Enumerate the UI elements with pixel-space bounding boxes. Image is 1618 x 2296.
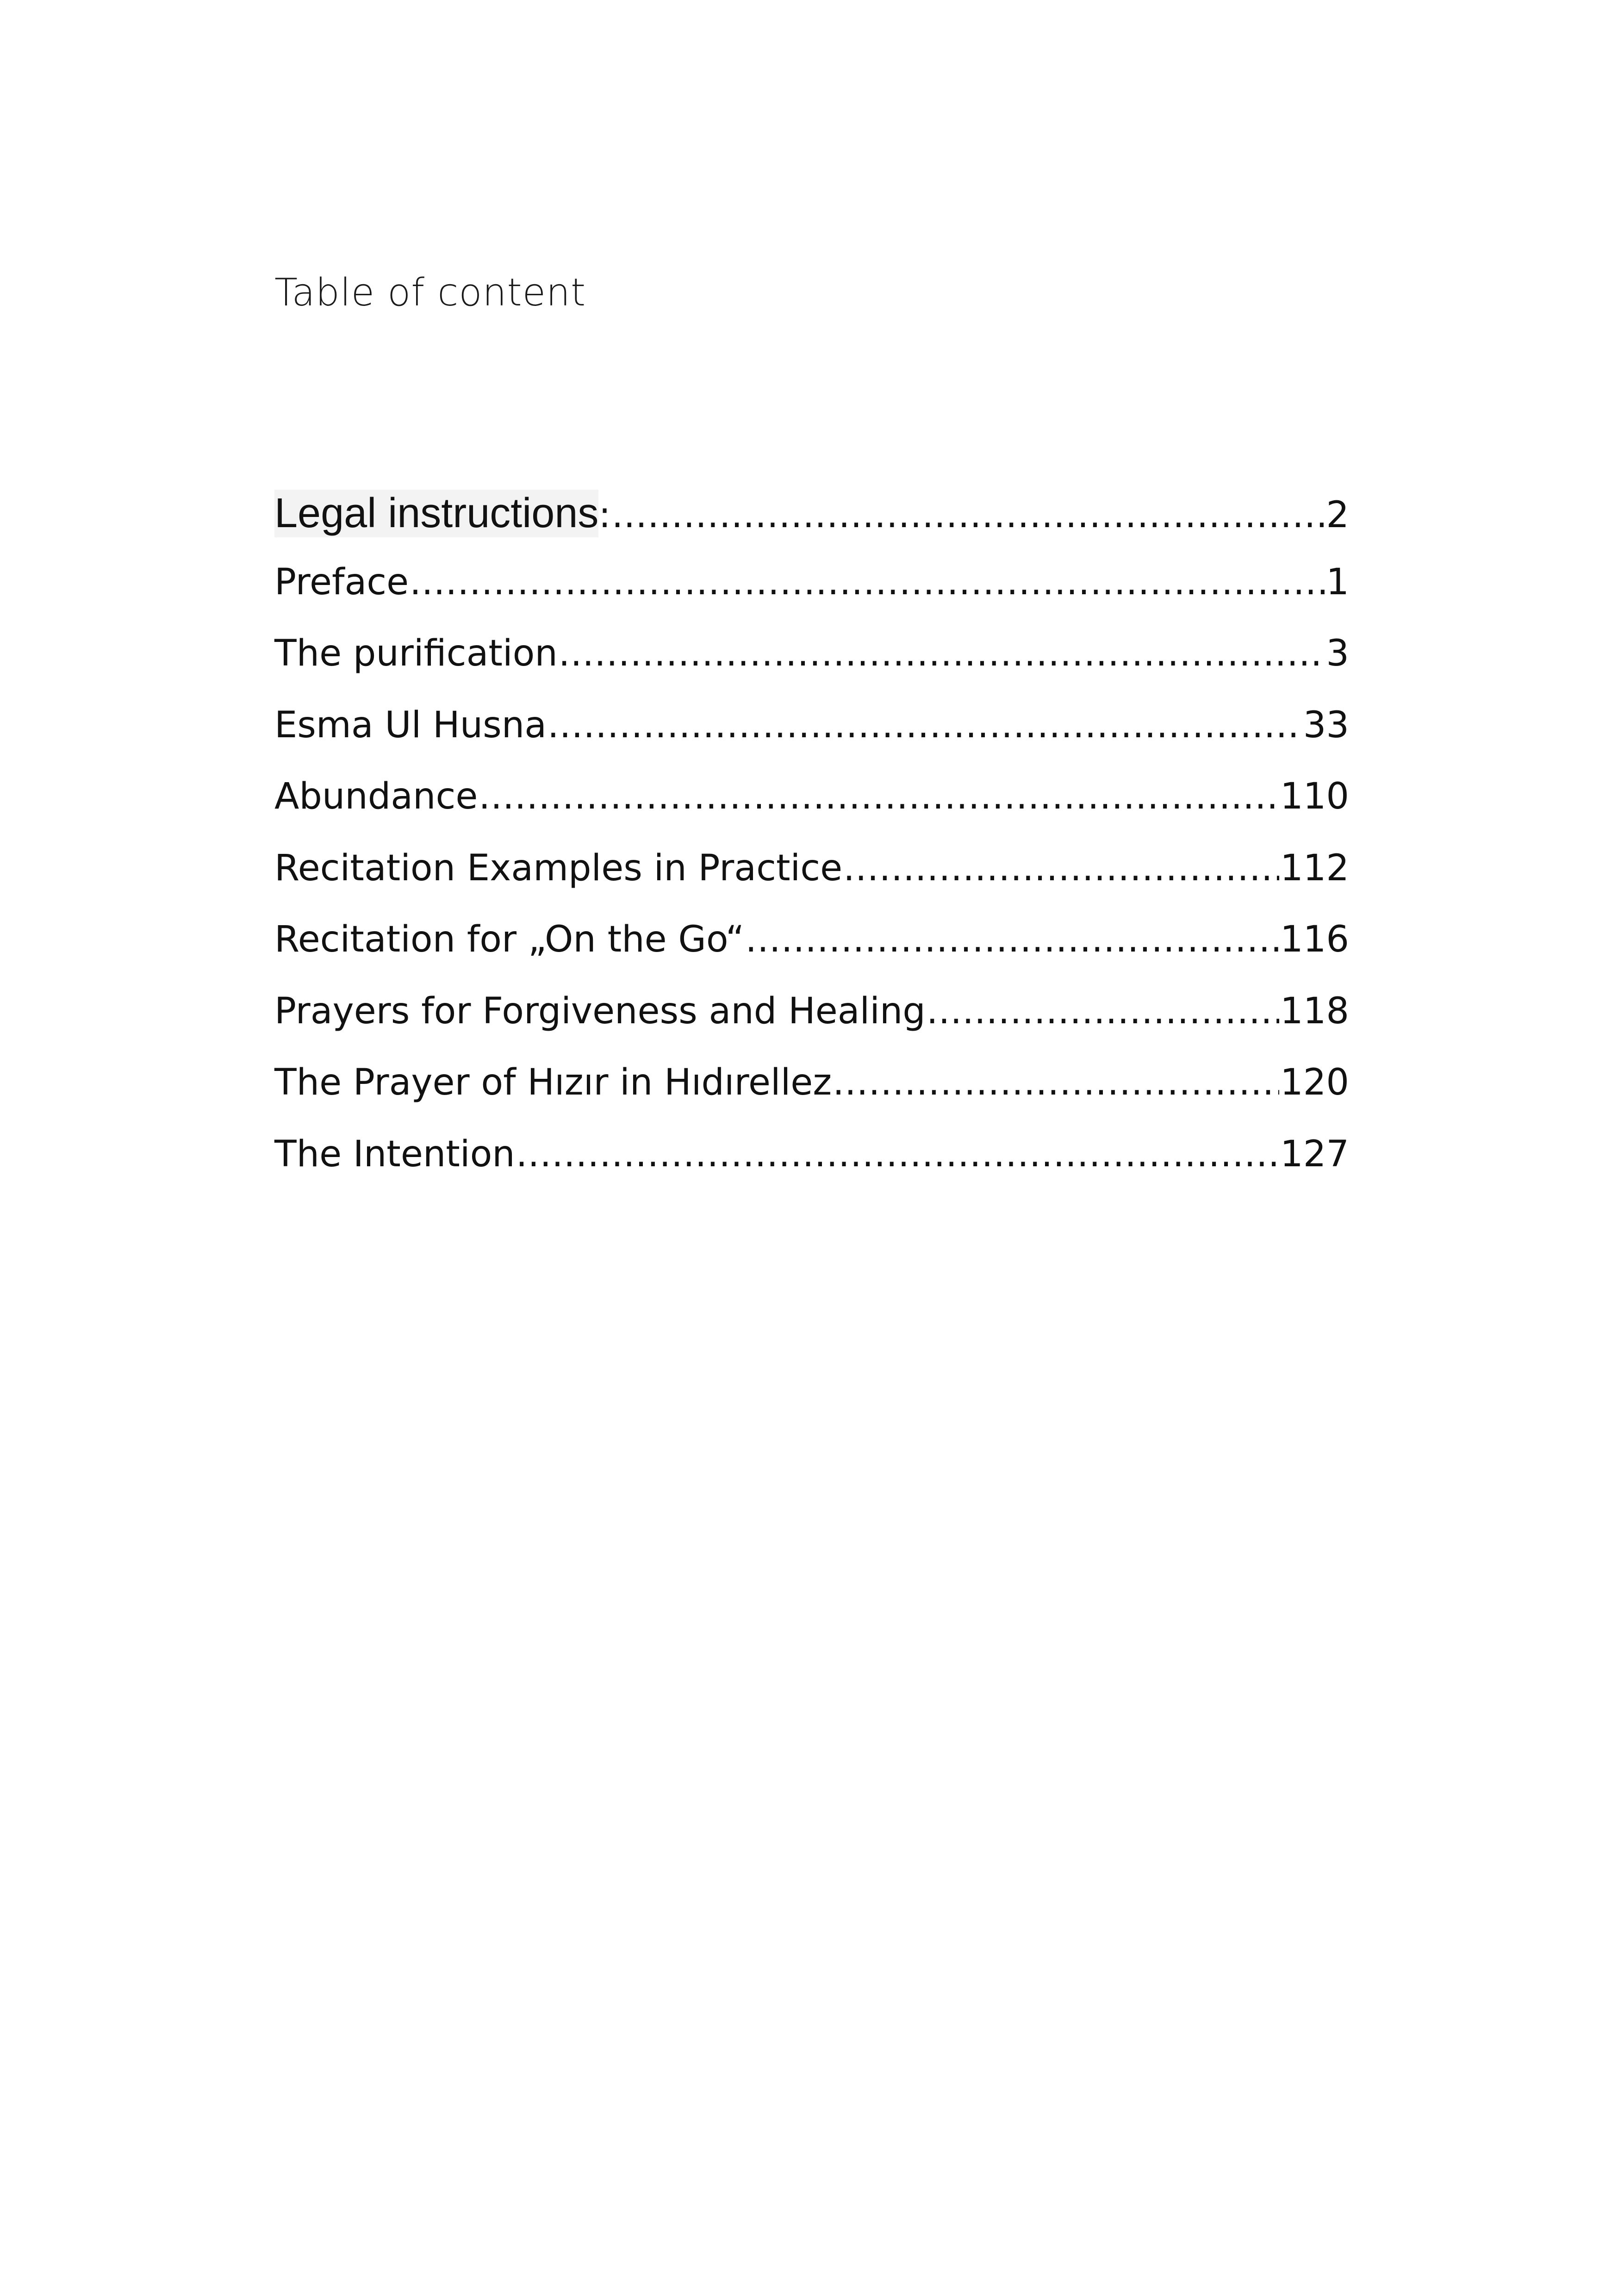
table-of-contents	[274, 490, 1349, 1205]
toc-entry-label: Preface	[274, 561, 409, 603]
toc-leader-dots	[843, 847, 1279, 889]
toc-entry-preface[interactable]	[274, 561, 1349, 633]
toc-entry-label: The purification	[274, 633, 558, 674]
toc-entry-esma-ul-husna[interactable]	[274, 704, 1349, 776]
toc-entry-page-number: 116	[1280, 919, 1349, 960]
toc-leader-dots	[745, 919, 1279, 960]
toc-entry-recitation-examples[interactable]	[274, 847, 1349, 919]
toc-entry-colon: :	[598, 494, 611, 536]
toc-entry-page-number: 33	[1303, 704, 1349, 746]
toc-entry-label: Legal instructions	[274, 490, 599, 536]
toc-leader-dots	[833, 1062, 1279, 1103]
toc-entry-abundance[interactable]	[274, 776, 1349, 847]
toc-leader-dots	[516, 1133, 1279, 1175]
toc-leader-dots	[548, 704, 1302, 746]
toc-entry-label: The Prayer of Hızır in Hıdırellez	[274, 1062, 832, 1103]
toc-entry-label: Abundance	[274, 776, 478, 817]
toc-leader-dots	[927, 990, 1279, 1032]
toc-leader-dots	[410, 561, 1325, 603]
toc-entry-label: Recitation Examples in Practice	[274, 847, 843, 889]
toc-entry-legal-instructions[interactable]	[274, 490, 1349, 561]
toc-entry-prayers-forgiveness[interactable]	[274, 990, 1349, 1062]
toc-entry-page-number: 3	[1326, 633, 1349, 674]
toc-entry-recitation-on-the-go[interactable]	[274, 919, 1349, 990]
toc-entry-page-number: 127	[1280, 1133, 1349, 1175]
toc-entry-label: Prayers for Forgiveness and Healing	[274, 990, 926, 1032]
toc-entry-page-number: 112	[1280, 847, 1349, 889]
toc-entry-intention[interactable]	[274, 1133, 1349, 1205]
toc-entry-page-number: 1	[1326, 561, 1349, 603]
toc-entry-page-number: 110	[1280, 776, 1349, 817]
toc-leader-dots	[479, 776, 1279, 817]
page-title: Table of content	[274, 271, 586, 315]
toc-entry-label: Esma Ul Husna	[274, 704, 547, 746]
toc-entry-page-number: 118	[1280, 990, 1349, 1032]
toc-entry-prayer-of-hizir[interactable]	[274, 1062, 1349, 1133]
toc-entry-label: Recitation for „On the Go“	[274, 919, 745, 960]
toc-leader-dots	[612, 494, 1326, 536]
toc-entry-label: The Intention	[274, 1133, 515, 1175]
toc-entry-purification[interactable]	[274, 633, 1349, 704]
toc-leader-dots	[559, 633, 1326, 674]
toc-entry-page-number: 120	[1280, 1062, 1349, 1103]
toc-entry-page-number: 2	[1326, 494, 1349, 536]
